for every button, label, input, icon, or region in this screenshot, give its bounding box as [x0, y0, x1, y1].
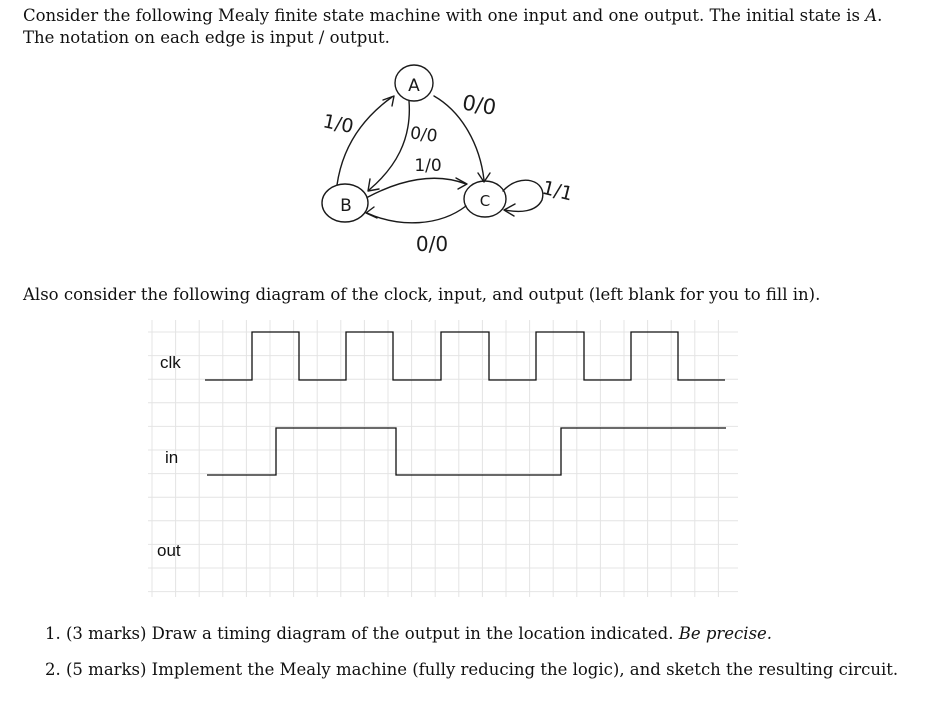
state-c-label: C: [479, 192, 491, 210]
signal-label-clk: clk: [160, 353, 181, 372]
question-2: 2. (5 marks) Implement the Mealy machine (fully reducing the logic), and sketch the resulting circuit.: [45, 660, 899, 679]
state-b-label: B: [340, 196, 352, 216]
label-a-to-b: 0/0: [408, 123, 439, 147]
label-b-to-c: 1/0: [414, 156, 442, 176]
timing-intro-text: Also consider the following diagram of the clock, input, and output (left blank for you to fill in).: [23, 285, 821, 304]
label-b-to-a: 1/0: [321, 110, 356, 139]
question-1-emphasis: Be precise.: [678, 624, 773, 643]
intro-line-1: Consider the following Mealy finite state machine with one input and one output. The initial state is A.: [23, 6, 883, 25]
signal-label-in: in: [165, 448, 179, 467]
in-waveform: [207, 428, 726, 475]
intro-line-2: The notation on each edge is input / output.: [23, 28, 390, 47]
signal-label-out: out: [157, 541, 181, 560]
label-c-self: 1/1: [539, 176, 575, 206]
label-c-to-b: 0/0: [415, 232, 449, 256]
label-a-to-c: 0/0: [460, 90, 498, 120]
state-a-label: A: [408, 76, 420, 96]
question-1: 1. (3 marks) Draw a timing diagram of the output in the location indicated. Be precise.: [45, 624, 773, 643]
timing-grid: [148, 320, 738, 597]
initial-state-name: A: [865, 6, 878, 25]
